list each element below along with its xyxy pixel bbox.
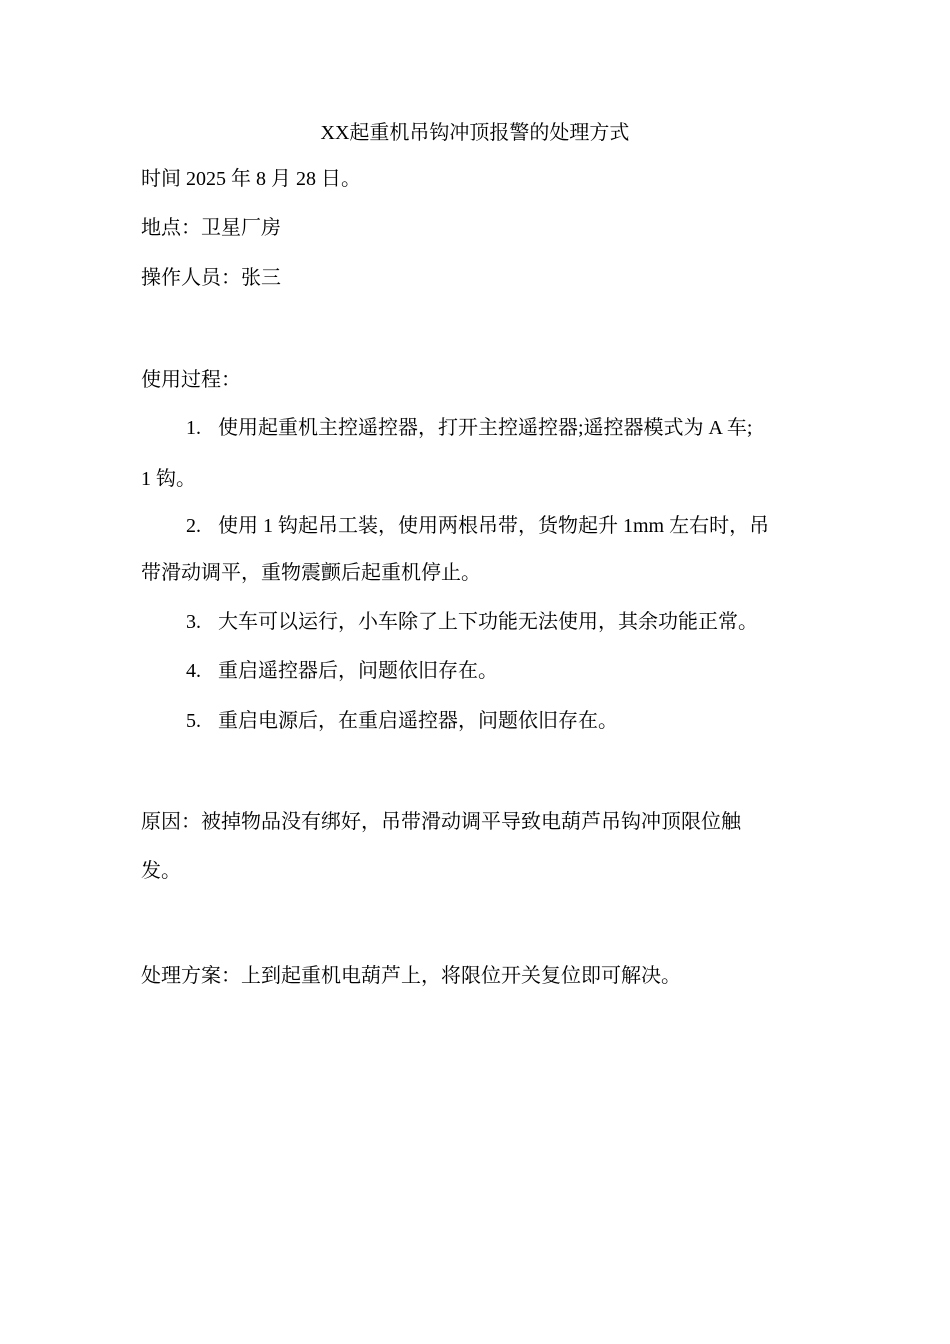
step-number: 1. [186,417,201,439]
step-number: 3. [186,611,201,633]
step-4 [186,659,498,683]
step-text: 重启电源后，在重启遥控器，问题依旧存在。 [218,710,618,732]
step-2 [186,514,769,538]
step-5 [186,709,618,733]
step-2-continuation: 带滑动调平，重物震颤后起重机停止。 [141,562,481,584]
step-text: 大车可以运行，小车除了上下功能无法使用，其余功能正常。 [218,611,758,633]
document-title: XX起重机吊钩冲顶报警的处理方式 [320,122,630,144]
step-number: 4. [186,660,201,682]
operator-line: 操作人员：张三 [141,267,281,289]
step-text: 重启遥控器后，问题依旧存在。 [218,660,498,682]
location-line: 地点：卫星厂房 [141,217,281,239]
step-number: 5. [186,710,201,732]
solution-line: 处理方案：上到起重机电葫芦上，将限位开关复位即可解决。 [141,965,681,987]
process-heading: 使用过程： [141,369,241,391]
step-1-continuation: 1 钩。 [141,468,196,490]
step-3 [186,610,758,634]
time-line: 时间 2025 年 8 月 28 日。 [141,168,361,190]
step-1 [186,416,752,440]
step-text: 使用 1 钩起吊工装，使用两根吊带，货物起升 1mm 左右时，吊 [218,515,770,537]
step-number: 2. [186,515,201,537]
cause-continuation: 发。 [141,860,181,882]
cause-line: 原因：被掉物品没有绑好，吊带滑动调平导致电葫芦吊钩冲顶限位触 [141,811,741,833]
step-text: 使用起重机主控遥控器，打开主控遥控器;遥控器模式为 A 车; [218,417,753,439]
